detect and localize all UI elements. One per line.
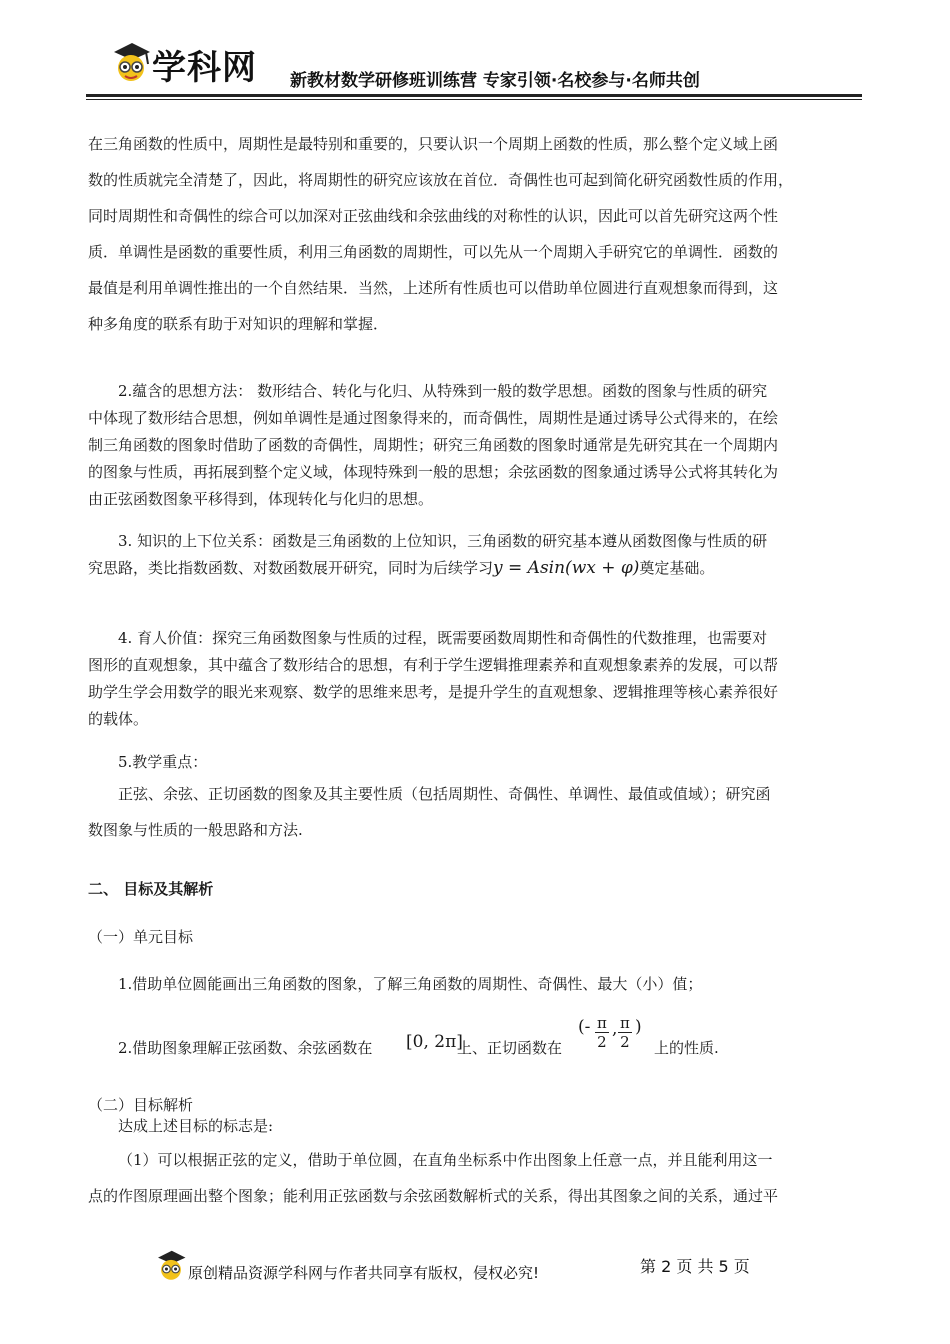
footer-copyright: 原创精品资源学科网与作者共同享有版权，侵权必究! <box>188 1264 540 1282</box>
paragraph-1 <box>88 126 866 342</box>
numerator: π <box>597 1014 607 1032</box>
text-line: 在三角函数的性质中，周期性是最特别和重要的，只要认识一个周期上函数的性质，那么整个定义域上函 <box>88 135 779 153</box>
header-divider <box>86 94 862 97</box>
text-line: 由正弦函数图象平移得到，体现转化与化归的思想。 <box>88 490 434 508</box>
text-segment: 上的性质. <box>654 1039 719 1057</box>
teaching-focus-title: 5.教学重点： <box>118 753 208 771</box>
paragraph-2 <box>88 378 866 513</box>
fraction-pi-over-2 <box>618 1014 632 1051</box>
text-segment: 上、正切函数在 <box>457 1039 563 1057</box>
analysis-intro: 达成上述目标的标志是: <box>118 1117 274 1135</box>
analysis-paragraph <box>88 1142 866 1214</box>
text-line <box>88 555 866 582</box>
text-line: 质．单调性是函数的重要性质，利用三角函数的周期性，可以先从一个周期入手研究它的单调性．函数的 <box>88 243 779 261</box>
open-paren-neg: (- <box>578 1017 591 1037</box>
paragraph-5 <box>88 776 866 848</box>
text-line: 的载体。 <box>88 710 149 728</box>
comma: , <box>612 1019 618 1039</box>
text-line: 正弦、余弦、正切函数的图象及其主要性质（包括周期性、奇偶性、单调性、最值或值域）；研究函 <box>118 785 771 803</box>
goal-1: 1.借助单位圆能画出三角函数的图象，了解三角函数的周期性、奇偶性、最大（小）值； <box>118 975 703 993</box>
text-line: 中体现了数形结合思想，例如单调性是通过图象得来的，而奇偶性，周期性是通过诱导公式得来的，在绘 <box>88 409 779 427</box>
text-segment: 2.借助图象理解正弦函数、余弦函数在 <box>118 1039 373 1057</box>
paragraph-3 <box>88 528 866 582</box>
page-number: 第 2 页 共 5 页 <box>640 1257 750 1276</box>
fraction-pi-over-2 <box>595 1014 609 1051</box>
text-line: 最值是利用单调性推出的一个自然结果．当然，上述所有性质也可以借助单位圆进行直观想象而得到，这 <box>88 279 779 297</box>
text-segment: 究思路，类比指数函数、对数函数展开研究，同时为后续学习 <box>88 559 494 577</box>
text-line: 数图象与性质的一般思路和方法. <box>88 821 303 839</box>
subsection-goal-analysis: （二）目标解析 <box>88 1096 194 1114</box>
subsection-unit-goals: （一）单元目标 <box>88 928 194 946</box>
close-paren: ) <box>635 1017 642 1037</box>
text-line: （1）可以根据正弦的定义，借助于单位圆，在直角坐标系中作出图象上任意一点，并且能利用这一 <box>118 1151 773 1169</box>
goal-2 <box>88 1014 896 1064</box>
text-line: 3. 知识的上下位关系：函数是三角函数的上位知识，三角函数的研究基本遵从函数图像与性质的研 <box>118 532 768 550</box>
numerator: π <box>620 1014 630 1032</box>
text-line: 制三角函数的图象时借助了函数的奇偶性，周期性；研究三角函数的图象时通常是先研究其在一个周期内 <box>88 436 779 454</box>
text-line: 点的作图原理画出整个图象；能利用正弦函数与余弦函数解析式的关系，得出其图象之间的关系，通过平 <box>88 1187 779 1205</box>
text-line: 4. 育人价值：探究三角函数图象与性质的过程，既需要函数周期性和奇偶性的代数推理，也需要对 <box>118 629 768 647</box>
header-slogan: 新教材数学研修班训练营 专家引领·名校参与·名师共创 <box>290 71 700 91</box>
text-line: 图形的直观想象，其中蕴含了数形结合的思想，有利于学生逻辑推理素养和直观想象素养的发展，可以帮 <box>88 656 779 674</box>
text-line: 数的性质就完全清楚了，因此，将周期性的研究应该放在首位．奇偶性也可起到简化研究函数性质的作用， <box>88 171 794 189</box>
text-line: 助学生学会用数学的眼光来观察、数学的思维来思考，是提升学生的直观想象、逻辑推理等核心素养很好 <box>88 683 779 701</box>
site-logo <box>110 38 290 94</box>
denominator: 2 <box>597 1033 607 1051</box>
denominator: 2 <box>620 1033 630 1051</box>
text-segment: 奠定基础。 <box>639 559 715 577</box>
text-line: 同时周期性和奇偶性的综合可以加深对正弦曲线和余弦曲线的对称性的认识，因此可以首先研究这两个性 <box>88 207 779 225</box>
logo-text: 学科网 <box>152 48 257 88</box>
header-divider-thin <box>86 99 862 100</box>
footer-mascot-icon <box>155 1248 187 1284</box>
paragraph-4 <box>88 625 866 733</box>
mascot-icon <box>110 40 152 86</box>
text-line: 种多角度的联系有助于对知识的理解和掌握． <box>88 315 389 333</box>
text-line: 的图象与性质，再拓展到整个定义域，体现特殊到一般的思想；余弦函数的图象通过诱导公式将其转化为 <box>88 463 779 481</box>
formula-y-asin: y = Asin(wx + φ) <box>493 558 640 578</box>
section-heading: 二、 目标及其解析 <box>88 880 214 898</box>
text-line: 2.蕴含的思想方法： 数形结合、转化与化归、从特殊到一般的数学思想。函数的图象与性质的研究 <box>118 382 768 400</box>
interval-0-2pi: [0, 2π] <box>406 1032 463 1052</box>
